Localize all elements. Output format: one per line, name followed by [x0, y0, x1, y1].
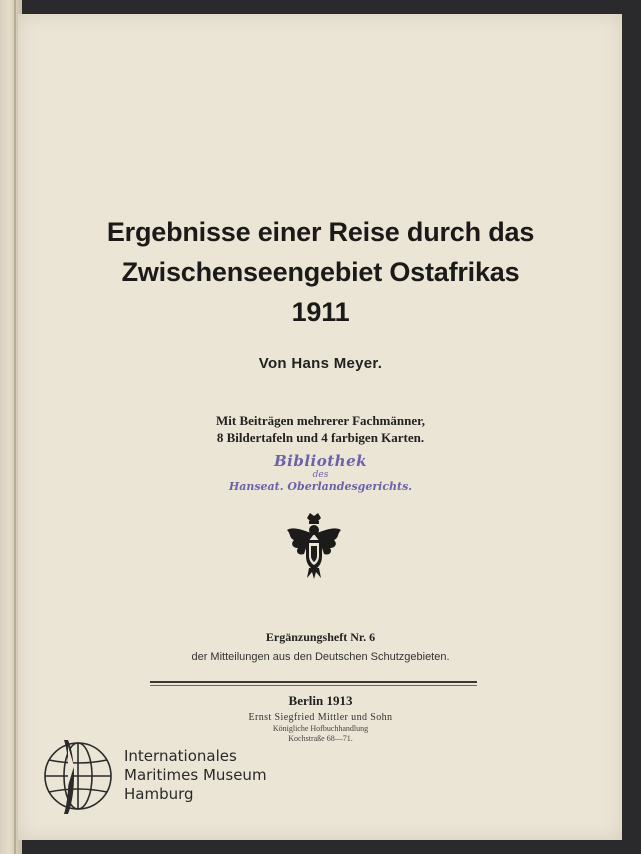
publication-place-year: Berlin 1913 — [288, 693, 353, 708]
divider-rule-thick — [150, 681, 477, 683]
museum-watermark — [124, 747, 267, 804]
publisher-address: Kochstraße 68—71. — [288, 734, 353, 743]
divider-rule-thin — [150, 685, 477, 686]
contributions-line-2: 8 Bildertafeln und 4 farbigen Karten. — [216, 430, 425, 445]
title-line-2: Zwischenseengebiet Ostafrikas — [121, 257, 520, 287]
library-stamp — [0, 452, 641, 493]
stamp-line-1: Bibliothek — [273, 452, 368, 470]
museum-line-2: Maritimes Museum — [124, 766, 267, 784]
imperial-eagle-icon — [285, 512, 343, 580]
museum-line-3: Hamburg — [124, 785, 194, 803]
publisher-house: Königliche Hofbuchhandlung — [272, 724, 369, 733]
title-line-1: Ergebnisse einer Reise durch das — [106, 217, 535, 247]
supplement-number: Ergänzungsheft Nr. 6 — [265, 630, 376, 644]
contributions — [0, 412, 641, 446]
title-line-3: 1911 — [291, 297, 350, 327]
museum-line-1: Internationales — [124, 747, 237, 765]
book-title — [0, 212, 641, 332]
stamp-line-3: Hanseat. Oberlandesgerichts. — [228, 480, 413, 493]
stamp-line-2: des — [312, 470, 329, 480]
author: Von Hans Meyer. — [258, 355, 383, 372]
contributions-line-1: Mit Beiträgen mehrerer Fachmänner, — [216, 413, 425, 428]
ship-globe-logo-icon — [40, 736, 116, 816]
series-title: der Mitteilungen aus den Deutschen Schutzgebieten. — [191, 651, 450, 663]
publisher-name: Ernst Siegfried Mittler und Sohn — [248, 712, 393, 723]
